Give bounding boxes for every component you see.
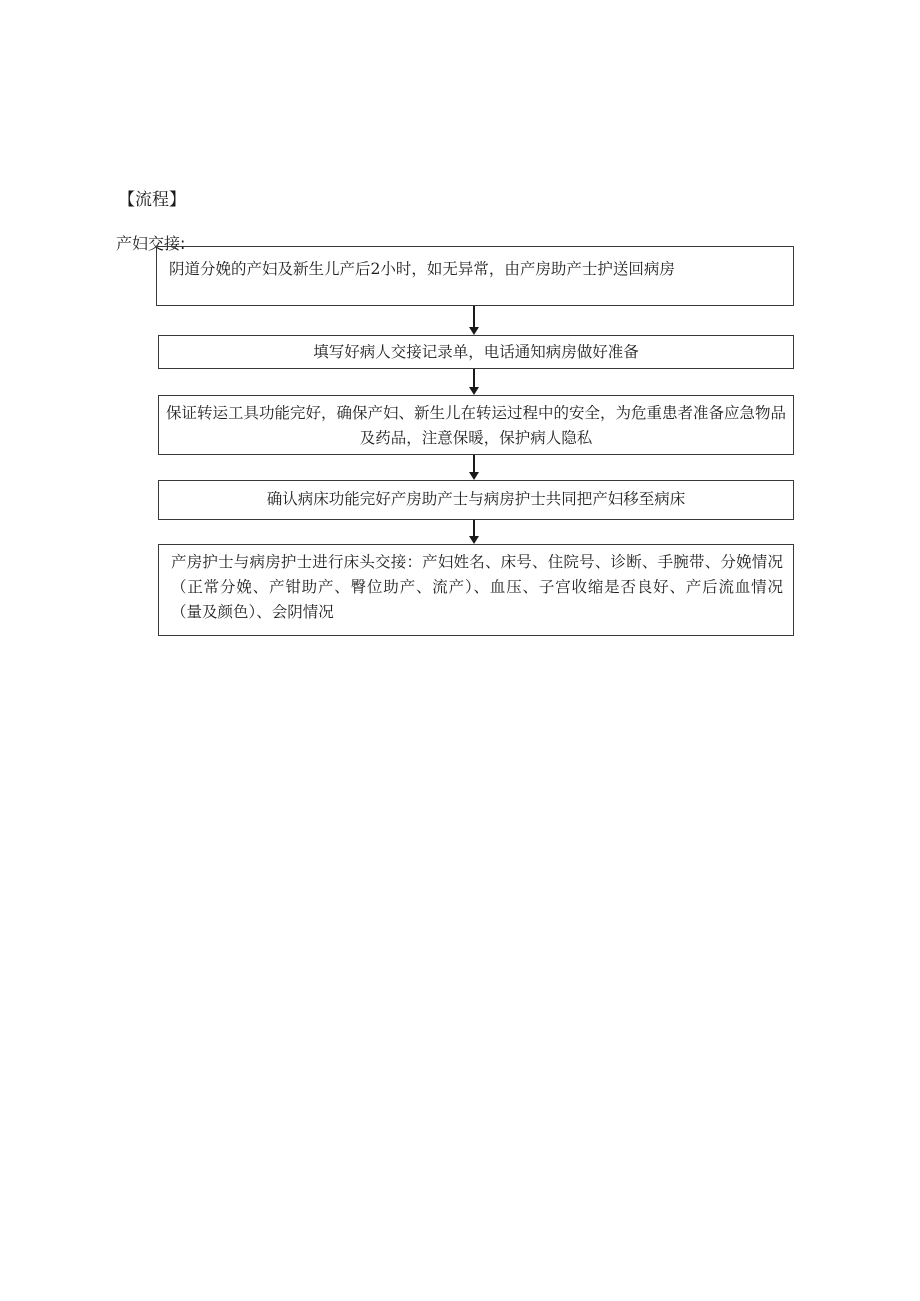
flow-step-3 — [158, 395, 794, 455]
flow-step-5-text: 产房护士与病房护士进行床头交接：产妇姓名、床号、住院号、诊断、手腕带、分娩情况 （正常分娩、产钳助产、臀位助产、流产）、血压、子宫收缩是否良好、产后流血情况（量及颜色）、会阴情况 — [171, 553, 783, 621]
flowchart-subtitle: 产妇交接: — [116, 234, 186, 253]
flow-step-1 — [156, 246, 794, 306]
flow-step-1-text: 阴道分娩的产妇及新生儿产后2小时，如无异常，由产房助产士护送回病房 — [169, 260, 675, 278]
flow-arrow-2 — [469, 369, 479, 395]
flow-step-3-text: 保证转运工具功能完好，确保产妇、新生儿在转运过程中的安全，为危重患者准备应急物品及药品，注意保暖，保护病人隐私 — [165, 404, 786, 447]
flow-step-2-text: 填写好病人交接记录单，电话通知病房做好准备 — [313, 343, 639, 361]
section-title: 【流程】 — [118, 190, 186, 210]
flow-step-2 — [158, 335, 794, 369]
flow-step-4-text: 确认病床功能完好产房助产士与病房护士共同把产妇移至病床 — [266, 490, 686, 508]
flow-arrow-1 — [469, 306, 479, 335]
flow-arrow-3 — [469, 455, 479, 480]
flow-step-4 — [158, 480, 794, 520]
flow-arrow-4 — [469, 520, 479, 544]
flow-step-5 — [158, 544, 794, 636]
